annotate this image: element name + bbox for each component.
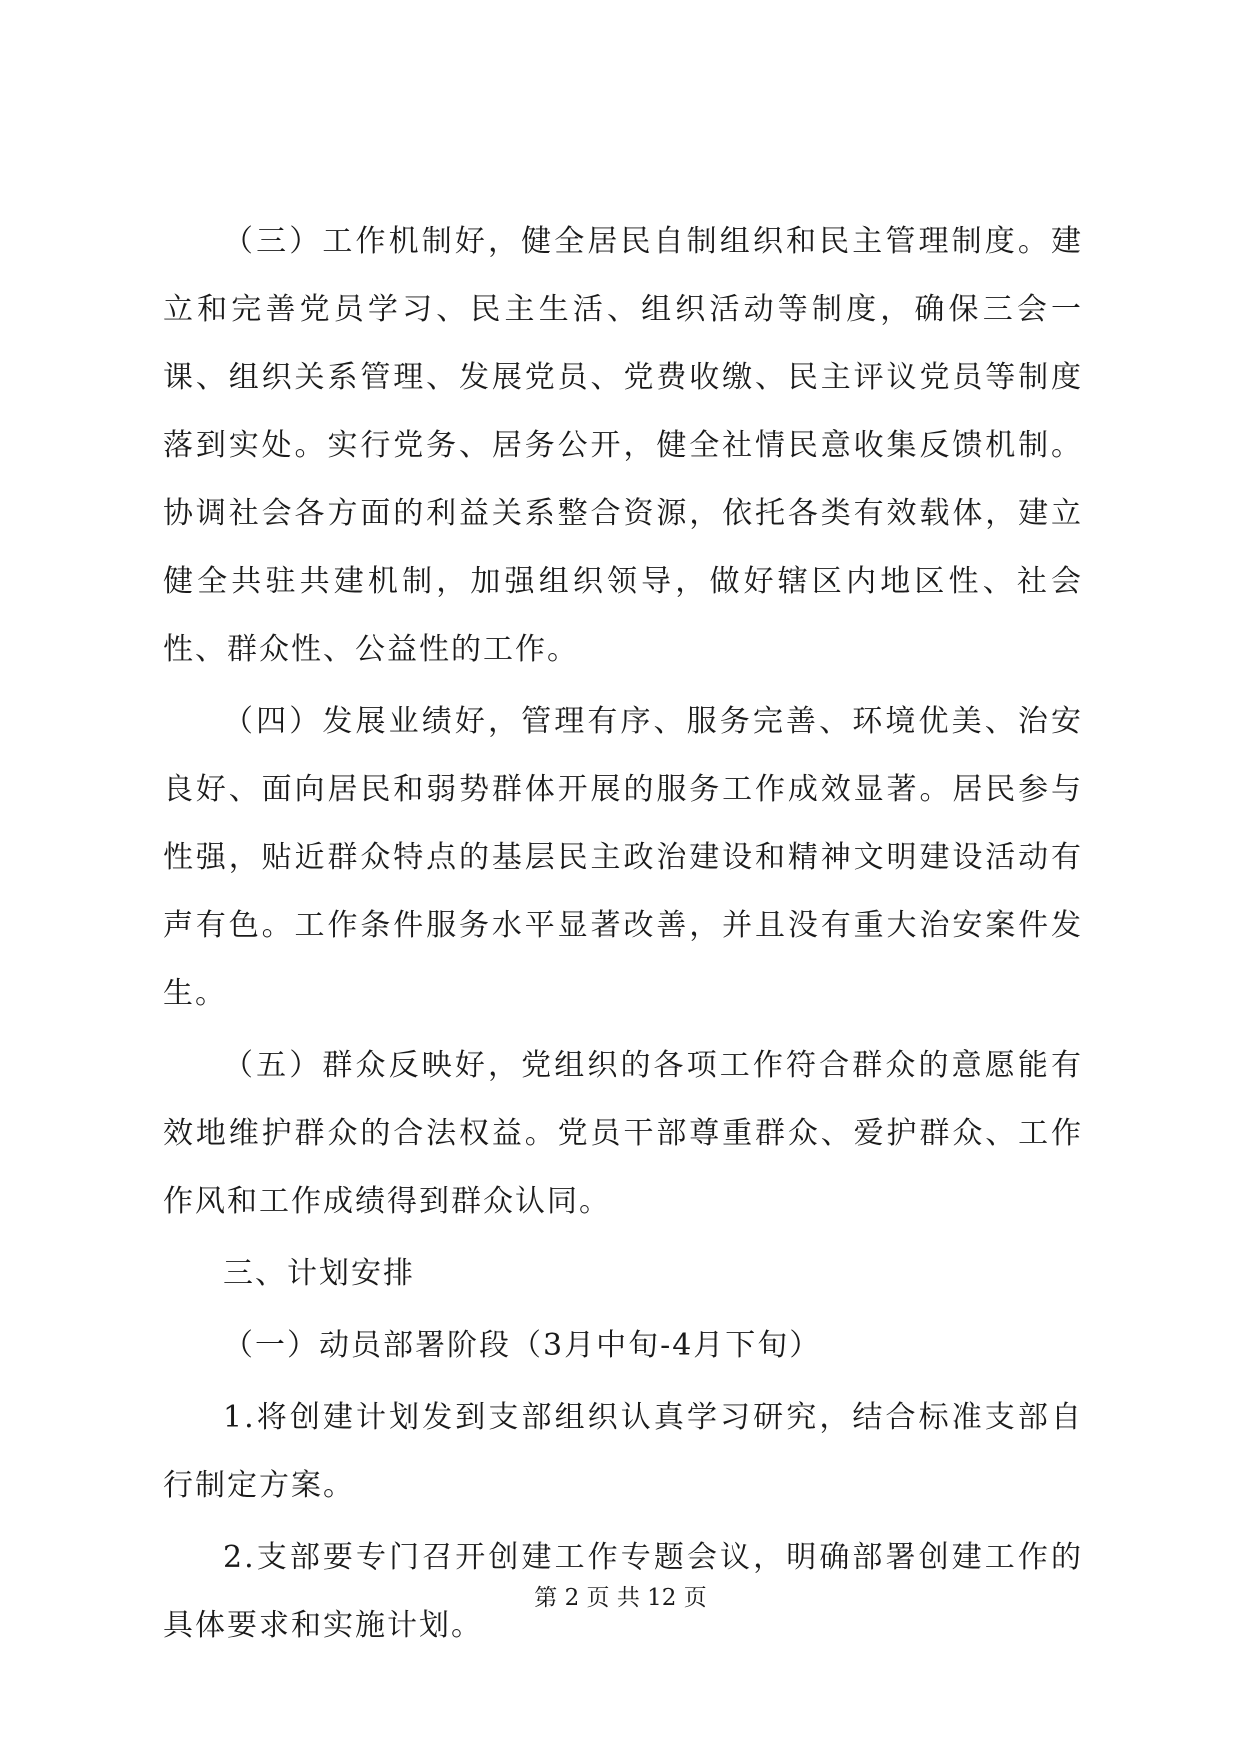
subsection-heading-mobilization: （一）动员部署阶段（3月中旬-4月下旬） <box>223 1328 822 1363</box>
document-body <box>163 208 1083 1664</box>
page-number-footer: 第 2 页 共 12 页 <box>534 1585 707 1611</box>
list-item-2: 2.支部要专门召开创建工作专题会议，明确部署创建工作的具体要求和实施计划。 <box>163 1540 1083 1643</box>
paragraph-working-mechanism: （三）工作机制好，健全居民自制组织和民主管理制度。建立和完善党员学习、民主生活、组织活动等制度，确保三会一课、组织关系管理、发展党员、党费收缴、民主评议党员等制度落到实处。实行党务、居务公开，健全社情民意收集反馈机制。协调社会各方面的利益关系整合资源，依托各类有效载体，建立健全共驻共建机制，加强组织领导，做好辖区内地区性、社会性、群众性、公益性的工作。 <box>163 224 1083 667</box>
section-heading-plan: 三、计划安排 <box>223 1256 415 1291</box>
paragraph-public-feedback: （五）群众反映好，党组织的各项工作符合群众的意愿能有效地维护群众的合法权益。党员干部尊重群众、爱护群众、工作作风和工作成绩得到群众认同。 <box>163 1048 1083 1219</box>
list-item-1: 1.将创建计划发到支部组织认真学习研究，结合标准支部自行制定方案。 <box>163 1400 1083 1503</box>
paragraph-development-performance: （四）发展业绩好，管理有序、服务完善、环境优美、治安良好、面向居民和弱势群体开展的服务工作成效显著。居民参与性强，贴近群众特点的基层民主政治建设和精神文明建设活动有声有色。工作条件服务水平显著改善，并且没有重大治安案件发生。 <box>163 704 1083 1011</box>
